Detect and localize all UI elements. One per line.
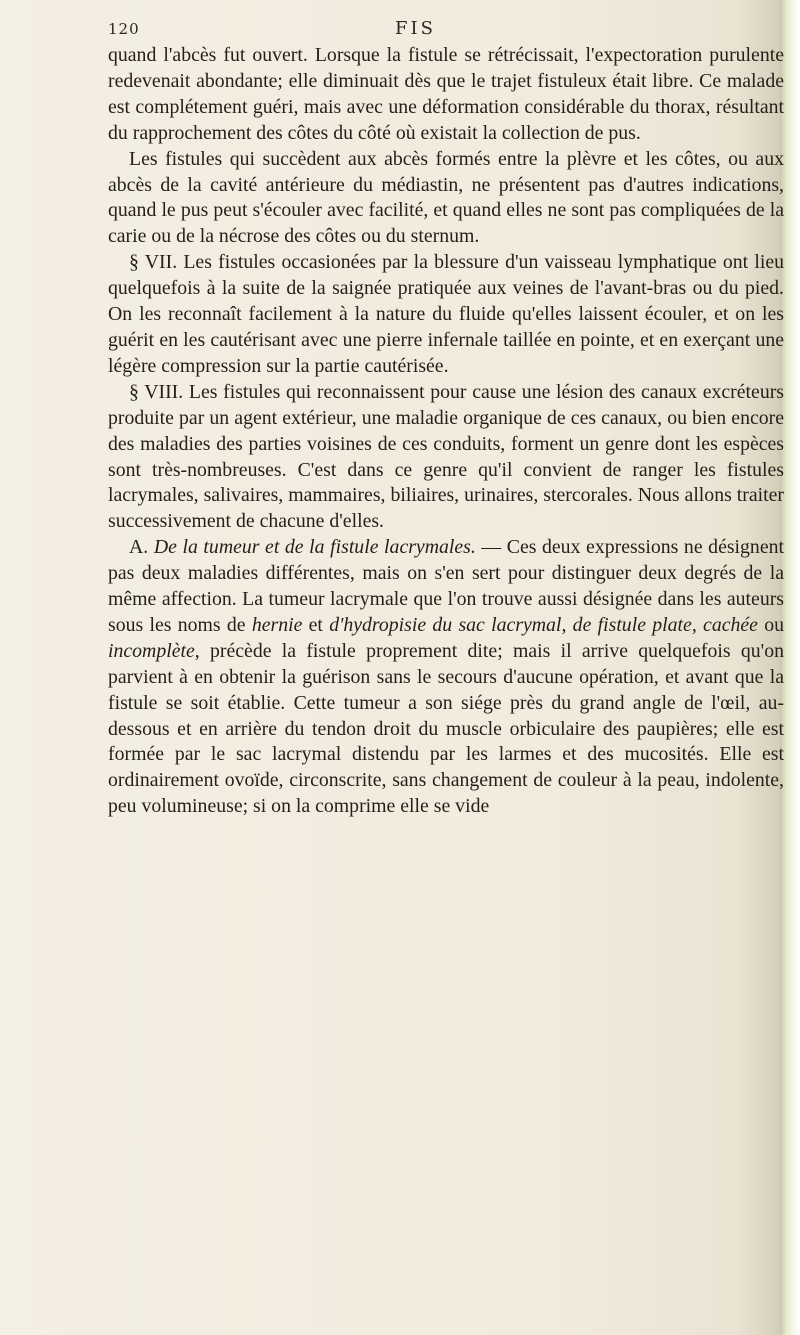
term-cachee: cachée	[703, 613, 758, 636]
text-run: ou	[757, 613, 785, 636]
text-run: — Ces deux expressions ne désignent pas deux maladies différentes, mais on s'en sert pour distinguer deux degrés de la même affection. La tumeur lacrymale que l'on trouve aussi désignée dans les auteurs sous les noms de	[108, 536, 784, 636]
paragraph-pleural-fistulas: Les fistules qui succèdent aux abcès formés entre la plèvre et les côtes, ou aux abcès de la cavité antérieure du médiastin, ne présentent pas d'autres indications, quand le pus peut s'écouler avec facilité, et quand elles ne sont pas compliquées de la carie ou de la nécrose des côtes ou du sternum.	[108, 147, 784, 248]
text-run: ,	[691, 613, 704, 636]
page-number: 120	[108, 20, 140, 38]
paragraph-section-vii: § VII. Les fistules occasionées par la blessure d'un vaisseau lymphatique ont lieu quelquefois à la suite de la saignée pratiquée aux veines de l'avant-bras ou du pied. On les reconnaît facilement à la nature du fluide qu'elles laissent écouler, et on les guérit en les cautérisant avec une pierre infernale taillée en pointe, et en exerçant une légère compression sur la partie cautérisée.	[108, 251, 784, 377]
paragraph-lacrymal-fistula	[108, 535, 784, 820]
paragraph-section-viii: § VIII. Les fistules qui reconnaissent pour cause une lésion des canaux excréteurs produite par un agent extérieur, une maladie organique de ces canaux, ou bien encore des maladies des parties voisines de ces conduits, forment un genre dont les espèces sont très-nombreuses. C'est dans ce genre qu'il convient de ranger les fistules lacrymales, salivaires, mammaires, biliaires, urinaires, stercorales. Nous allons traiter successivement de chacune d'elles.	[108, 380, 784, 533]
body-text	[108, 43, 784, 820]
subsection-title: De la tumeur et de la fistule lacrymales.	[153, 536, 476, 559]
running-head: FIS	[395, 18, 436, 39]
paragraph-continuation: quand l'abcès fut ouvert. Lorsque la fistule se rétrécissait, l'expectoration purulente redevenait abondante; elle diminuait dès que le trajet fistuleux était libre. Ce malade est complétement guéri, mais avec une déformation considérable du thorax, résultant du rapprochement des côtes du côté où existait la collection de pus.	[108, 44, 784, 144]
term-hydropisie: d'hydropisie du sac lacrymal	[329, 613, 562, 636]
term-incomplete: incomplète	[108, 639, 195, 662]
text-run: , précède la fistule proprement dite; mais il arrive quelquefois qu'on parvient à en obtenir la guérison sans le secours d'aucune opération, et avant que la fistule se soit établie. Cette tumeur a son siége près du grand angle de l'œil, au-dessous et en arrière du tendon droit du muscle orbiculaire des paupières; elle est formée par le sac lacrymal distendu par les larmes et des mucosités. Elle est ordinairement ovoïde, circonscrite, sans changement de couleur à la peau, indolente, peu volumineuse; si on la comprime elle se vide	[108, 639, 784, 818]
term-fistule-plate: de fistule plate	[572, 613, 692, 636]
text-run: A.	[129, 536, 154, 559]
text-run: et	[302, 613, 330, 636]
text-run: ,	[561, 613, 573, 636]
term-hernie: hernie	[251, 613, 303, 636]
